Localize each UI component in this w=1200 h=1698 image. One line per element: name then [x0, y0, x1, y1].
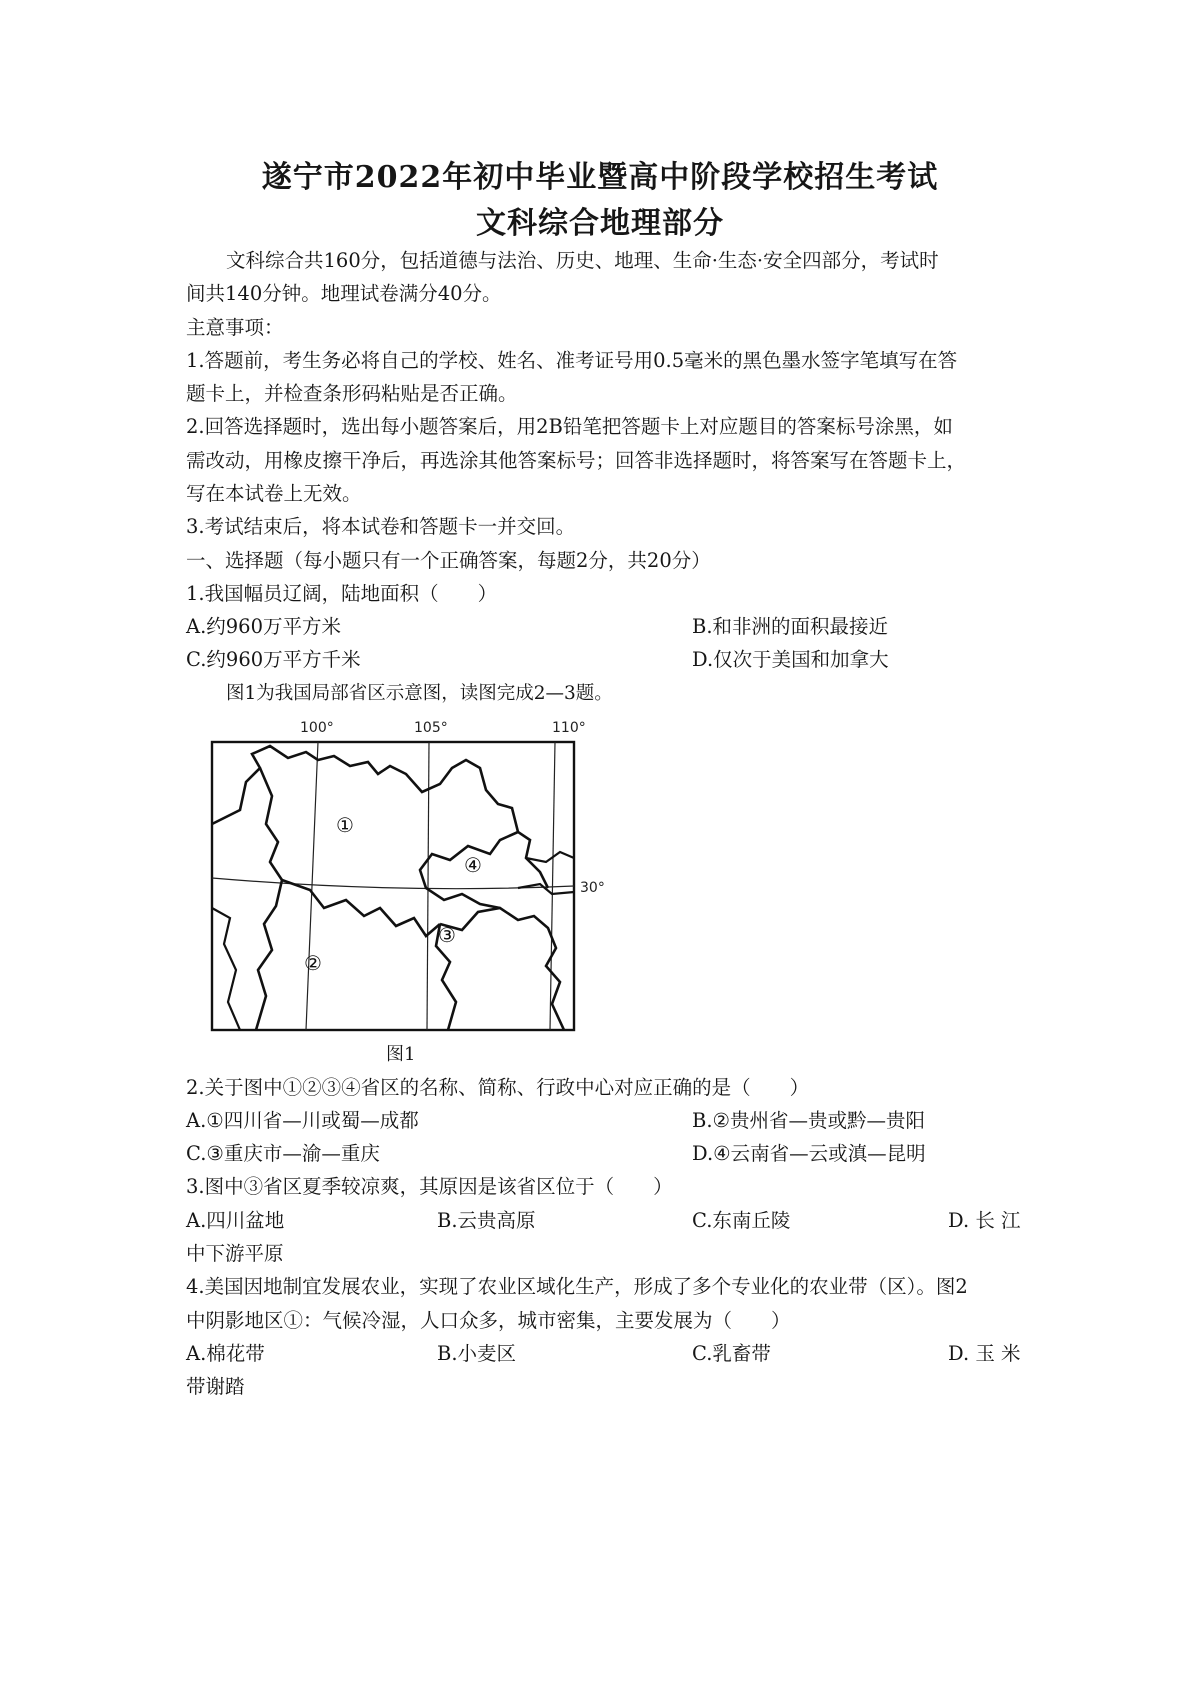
notes-heading: 主意事项： — [186, 316, 284, 339]
note-2-line-1: 2.回答选择题时，选出每小题答案后，用2B铅笔把答题卡上对应题目的答案标号涂黑，如 — [186, 415, 953, 438]
figure-1-map — [200, 712, 620, 1052]
boundary-3-east — [440, 908, 564, 1030]
region-label-2: ② — [304, 951, 322, 975]
boundary-west — [256, 768, 282, 1030]
q3-option-d: D. 长 江 — [948, 1209, 1021, 1232]
exam-subtitle: 文科综合地理部分 — [476, 206, 724, 241]
q1-option-a: A.约960万平方米 — [186, 615, 342, 638]
q4-option-c: C.乳畜带 — [692, 1342, 771, 1365]
meridian-105 — [427, 742, 429, 1030]
note-2-line-3: 写在本试卷上无效。 — [186, 482, 362, 505]
exam-title: 遂宁市2022年初中毕业暨高中阶段学校招生考试 — [261, 160, 939, 195]
figure-1-caption: 图1 — [386, 1044, 416, 1065]
lat-label-30: 30° — [580, 880, 605, 896]
q2-option-a: A.①四川省—川或蜀—成都 — [186, 1109, 419, 1132]
q4-option-d: D. 玉 米 — [948, 1342, 1021, 1365]
intro-line-1: 文科综合共160分，包括道德与法治、历史、地理、生命·生态·安全四部分，考试时 — [226, 249, 939, 272]
q1-option-c: C.约960万平方千米 — [186, 648, 361, 671]
meridian-100 — [306, 742, 318, 1030]
q2-option-d: D.④云南省—云或滇—昆明 — [692, 1142, 926, 1165]
boundary-far-west — [212, 908, 240, 1030]
q2-option-c: C.③重庆市—渝—重庆 — [186, 1142, 380, 1165]
region-label-3: ③ — [438, 923, 456, 947]
lon-label-110: 110° — [552, 720, 586, 736]
q4-option-b: B.小麦区 — [437, 1342, 517, 1365]
note-2-line-2: 需改动，用橡皮擦干净后，再选涂其他答案标号；回答非选择题时，将答案写在答题卡上， — [186, 449, 967, 472]
q2-option-b: B.②贵州省—贵或黔—贵阳 — [692, 1109, 926, 1132]
q3-option-b: B.云贵高原 — [437, 1209, 536, 1232]
intro-line-2: 间共140分钟。地理试卷满分40分。 — [186, 282, 502, 305]
lon-label-100: 100° — [300, 720, 334, 736]
q3-option-c: C.东南丘陵 — [692, 1209, 791, 1232]
q1-stem: 1.我国幅员辽阔，陆地面积（ ） — [186, 582, 498, 605]
q4-option-a: A.棉花带 — [186, 1342, 265, 1365]
q1-option-b: B.和非洲的面积最接近 — [692, 615, 889, 638]
q4-stem-line-2: 中阴影地区①：气候冷湿，人口众多，城市密集，主要发展为（ ） — [186, 1309, 791, 1332]
q3-stem: 3.图中③省区夏季较凉爽，其原因是该省区位于（ ） — [186, 1175, 673, 1198]
note-1-line-1: 1.答题前，考生务必将自己的学校、姓名、准考证号用0.5毫米的黑色墨水签字笔填写在答 — [186, 349, 958, 372]
meridian-110 — [550, 742, 555, 1030]
q3-option-d-continued: 中下游平原 — [186, 1242, 284, 1265]
lon-label-105: 105° — [414, 720, 448, 736]
figure-intro: 图1为我国局部省区示意图，读图完成2—3题。 — [226, 683, 613, 704]
region-label-1: ① — [336, 813, 354, 837]
note-3: 3.考试结束后，将本试卷和答题卡一并交回。 — [186, 515, 576, 538]
q4-stem-line-1: 4.美国因地制宜发展农业，实现了农业区域化生产，形成了多个专业化的农业带（区）。图2 — [186, 1275, 968, 1298]
region-label-4: ④ — [464, 853, 482, 877]
section-1-heading: 一、选择题（每小题只有一个正确答案，每题2分，共20分） — [186, 549, 711, 572]
boundary-north — [212, 746, 548, 888]
q4-option-d-continued: 带谢踏 — [186, 1375, 245, 1398]
boundary-4-east — [526, 852, 574, 862]
q1-option-d: D.仅次于美国和加拿大 — [692, 648, 889, 671]
q2-stem: 2.关于图中①②③④省区的名称、简称、行政中心对应正确的是（ ） — [186, 1076, 810, 1099]
note-1-line-2: 题卡上，并检查条形码粘贴是否正确。 — [186, 382, 518, 405]
q3-option-a: A.四川盆地 — [186, 1209, 285, 1232]
